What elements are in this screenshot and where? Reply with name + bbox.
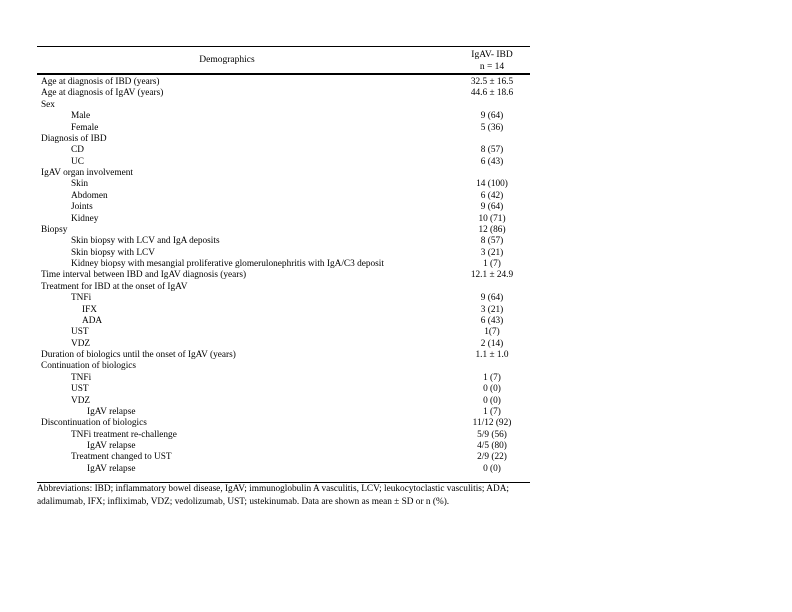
row-label: Skin: [71, 179, 89, 190]
row-label: TNFi: [71, 372, 92, 383]
row-label: Kidney biopsy with mesangial proliferative glomerulonephritis with IgA/C3 deposit: [71, 259, 384, 269]
row-value: 10 (71): [478, 213, 506, 224]
table-row: [37, 168, 530, 179]
table-row: [37, 123, 530, 134]
row-value: 8 (57): [480, 236, 504, 247]
row-value: 2 (14): [480, 338, 504, 349]
row-value: 8 (57): [480, 145, 504, 156]
table-row: [37, 441, 530, 452]
table-row: [37, 270, 530, 281]
table-row: [37, 77, 530, 88]
table-row: [37, 327, 530, 338]
table-row: [37, 464, 530, 475]
table-row: [37, 145, 530, 156]
row-value: 9 (64): [480, 202, 504, 213]
row-label: Joints: [71, 202, 93, 213]
row-value: 1 (7): [483, 259, 501, 269]
row-label: UC: [71, 156, 84, 167]
row-value: 11/12 (92): [472, 418, 512, 429]
table-row: [37, 134, 530, 145]
row-label: VDZ: [71, 395, 91, 406]
row-label: Skin biopsy with LCV: [71, 247, 155, 258]
row-label: Age at diagnosis of IBD (years): [41, 77, 160, 87]
row-label: UST: [71, 327, 89, 338]
table-row: [37, 179, 530, 190]
row-label: Time interval between IBD and IgAV diagnosis (years): [41, 270, 247, 281]
row-value: 1.1 ± 1.0: [475, 350, 509, 360]
table-body: [37, 77, 530, 475]
row-value: 9 (64): [480, 111, 504, 122]
row-label: IgAV relapse: [87, 463, 136, 474]
table-row: [37, 396, 530, 407]
row-label: Diagnosis of IBD: [41, 133, 107, 144]
row-label: Treatment changed to UST: [71, 452, 172, 463]
row-value: 6 (43): [480, 156, 504, 167]
row-label: Skin biopsy with LCV and IgA deposits: [71, 236, 220, 247]
table-row: [37, 259, 530, 270]
table-row: [37, 202, 530, 213]
header-group-column: [455, 49, 529, 73]
row-label: Female: [71, 122, 99, 133]
header-rule: [37, 73, 530, 75]
table-row: [37, 236, 530, 247]
row-label: UST: [71, 384, 89, 395]
row-label: Male: [71, 111, 91, 122]
row-value: 9 (64): [480, 293, 504, 304]
row-label: TNFi: [71, 293, 92, 304]
table-row: [37, 361, 530, 372]
row-label: Treatment for IBD at the onset of IgAV: [41, 281, 188, 292]
row-label: IFX: [82, 304, 97, 315]
row-value: 2/9 (22): [477, 452, 507, 463]
row-value: 1(7): [484, 327, 500, 338]
header-group-name: IgAV- IBD: [471, 50, 513, 60]
row-value: 3 (21): [480, 304, 504, 315]
row-value: 0 (0): [483, 463, 501, 474]
row-label: Sex: [41, 99, 55, 110]
row-value: 44.6 ± 18.6: [470, 88, 514, 99]
table-row: [37, 407, 530, 418]
row-value: 32.5 ± 16.5: [470, 77, 514, 87]
row-value: 1 (7): [483, 372, 501, 383]
row-label: IgAV organ involvement: [41, 168, 133, 178]
row-label: Continuation of biologics: [41, 361, 137, 372]
row-value: 5 (36): [480, 122, 504, 133]
table-row: [37, 316, 530, 327]
row-value: 12.1 ± 24.9: [470, 270, 514, 281]
table-row: [37, 305, 530, 316]
table-row: [37, 248, 530, 259]
table-row: [37, 418, 530, 429]
row-value: 6 (42): [480, 190, 504, 201]
table-row: [37, 293, 530, 304]
row-label: TNFi treatment re-challenge: [71, 429, 177, 440]
row-value: 1 (7): [483, 406, 501, 417]
row-value: 0 (0): [483, 395, 501, 406]
row-label: IgAV relapse: [87, 441, 136, 451]
row-value: 3 (21): [480, 247, 504, 258]
row-label: Age at diagnosis of IgAV (years): [41, 88, 164, 99]
row-value: 0 (0): [483, 384, 501, 395]
table-row: [37, 225, 530, 236]
row-value: 6 (43): [480, 315, 504, 326]
table-row: [37, 191, 530, 202]
table-row: [37, 384, 530, 395]
row-label: VDZ: [71, 338, 91, 349]
row-label: Discontinuation of biologics: [41, 418, 147, 429]
table-row: [37, 339, 530, 350]
table-row: [37, 350, 530, 361]
row-value: 12 (86): [478, 224, 506, 235]
table-row: [37, 452, 530, 463]
row-label: Duration of biologics until the onset of IgAV (years): [41, 350, 236, 360]
row-label: IgAV relapse: [87, 406, 136, 417]
row-value: 5/9 (56): [477, 429, 507, 440]
row-label: ADA: [82, 315, 103, 326]
row-label: CD: [71, 145, 84, 156]
table-row: [37, 111, 530, 122]
table-row: [37, 88, 530, 99]
row-label: Abdomen: [71, 190, 108, 201]
footnote: Abbreviations: IBD; inflammatory bowel disease, IgAV; immunoglobulin A vasculitis, LCV; leukocytoclastic vasculitis; ADA; adalimumab, IFX; infliximab, VDZ; vedolizumab, UST; ustekinumab. Data are shown as mean ± SD or n (%).: [37, 484, 510, 507]
header-group-n: n = 14: [479, 62, 505, 72]
row-label: Biopsy: [41, 224, 68, 235]
table-row: [37, 157, 530, 168]
row-value: 14 (100): [476, 179, 508, 190]
table-row: [37, 430, 530, 441]
table-row: [37, 100, 530, 111]
table-row: [37, 214, 530, 225]
row-label: Kidney: [71, 213, 99, 224]
header-demographics: Demographics: [199, 55, 255, 65]
top-rule: [37, 46, 530, 47]
row-value: 4/5 (80): [477, 441, 507, 451]
table-row: [37, 373, 530, 384]
table-row: [37, 282, 530, 293]
